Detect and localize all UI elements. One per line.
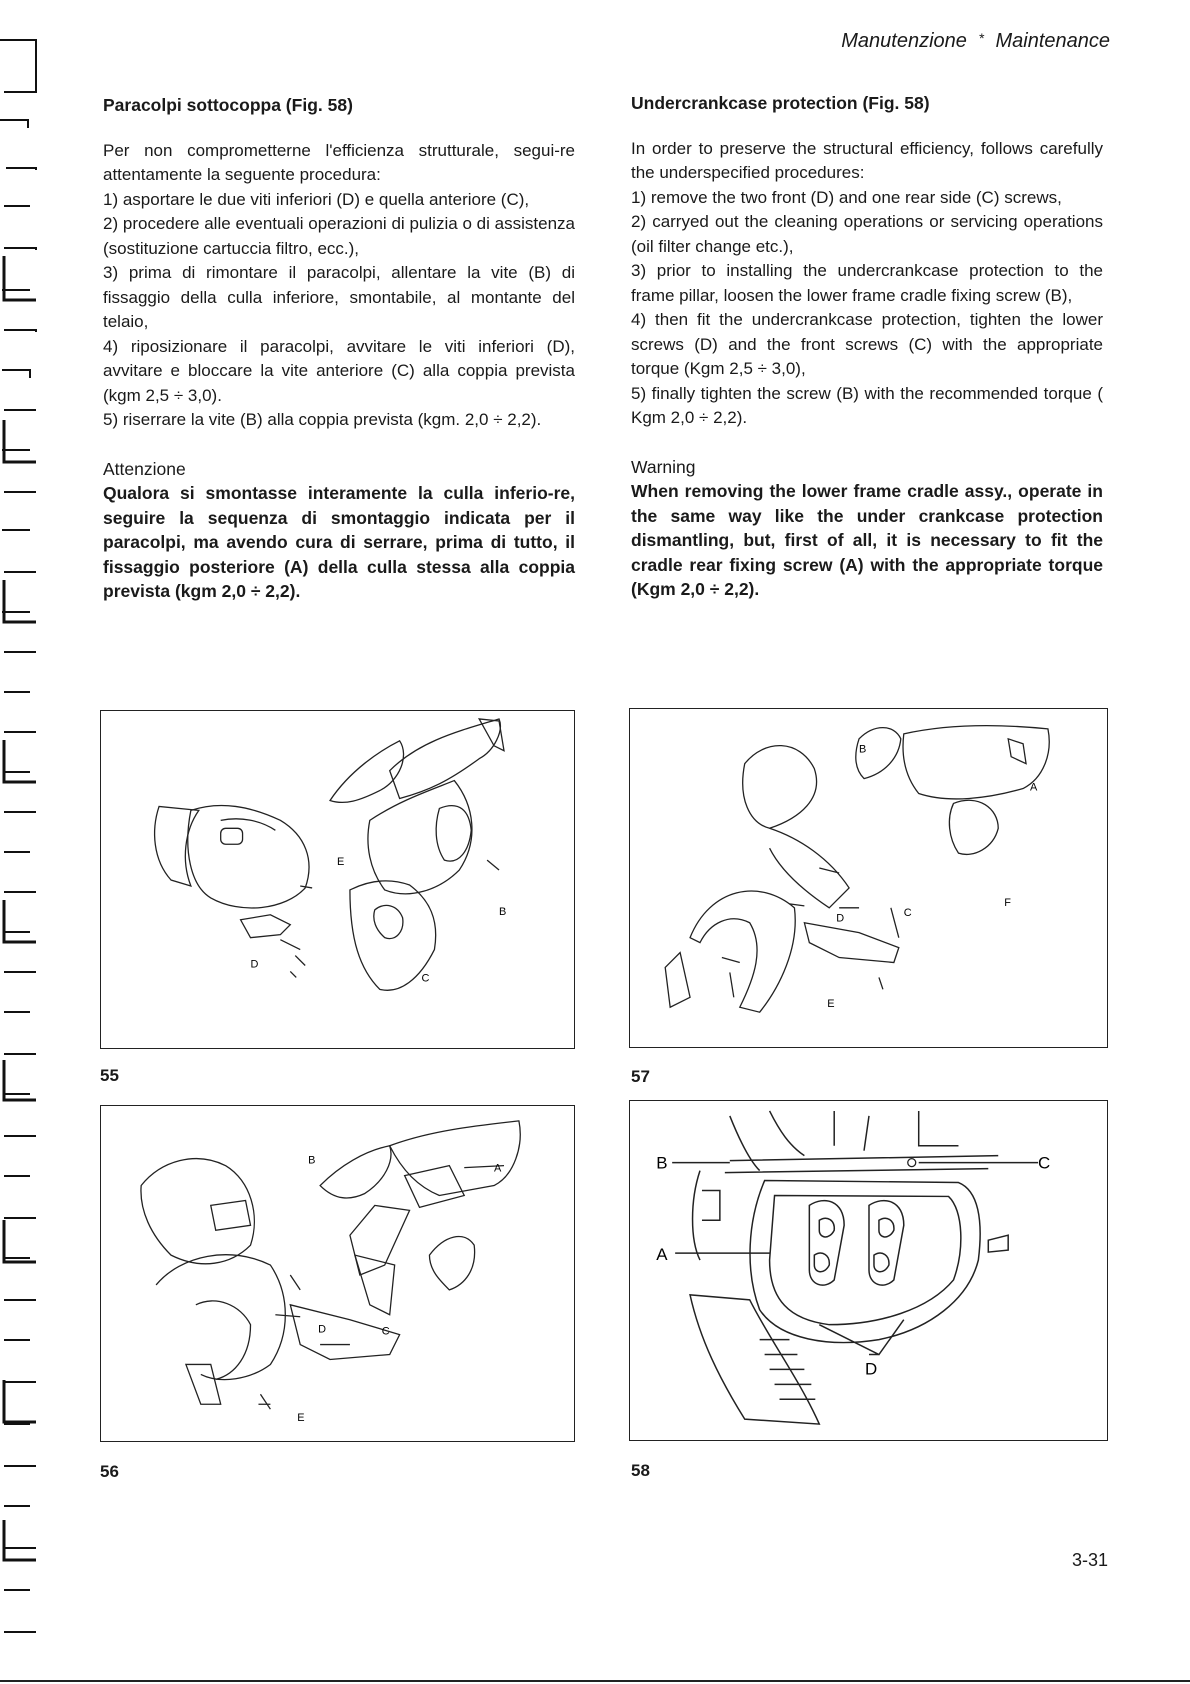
italian-column <box>103 93 575 604</box>
warning-title-english: Warning <box>631 456 696 477</box>
figure-58 <box>629 1100 1108 1441</box>
step-1: 1) remove the two front (D) and one rear side (C) screws, <box>631 187 1062 207</box>
callout-a: A <box>656 1245 668 1265</box>
figure-number-55: 55 <box>100 1066 119 1085</box>
warning-title-italian: Attenzione <box>103 458 186 479</box>
paragraph: Per non comprometterne l'efficienza strutturale, segui-re attentamente la seguente procedura: <box>103 140 575 184</box>
figure-55 <box>100 710 575 1049</box>
english-column <box>631 91 1103 602</box>
figure-56 <box>100 1105 575 1442</box>
header-separator: * <box>978 30 984 46</box>
figure-58-drawing <box>630 1101 1107 1440</box>
warning-body-italian: Qualora si smontasse interamente la culla inferio-re, seguire la sequenza di smontaggio indicata per il paracolpi, ma avendo cura di serrare, prima di tutto, il fissaggio posteriore (A) della culla stessa alla coppia prevista (kgm 2,0 ÷ 2,2). <box>103 483 575 601</box>
binding-edge-marks <box>0 0 40 1684</box>
step-4: 4) then fit the undercrankcase protection, tighten the lower screws (D) and the front screws (C) with the appropriate torque (Kgm 2,5 ÷ 3,0), <box>631 310 1103 378</box>
step-3: 3) prima di rimontare il paracolpi, allentare la vite (B) di fissaggio della culla inferiore, smontabile, al montante del telaio, <box>103 263 575 331</box>
callout-e: E <box>337 856 345 869</box>
step-3: 3) prior to installing the undercrankcase protection to the frame pillar, loosen the lower frame cradle fixing screw (B), <box>631 261 1103 305</box>
callout-a: A <box>1030 781 1038 794</box>
callout-c: C <box>1038 1153 1051 1173</box>
step-2: 2) carryed out the cleaning operations or servicing operations (oil filter change etc.), <box>631 212 1103 256</box>
callout-f: F <box>1004 896 1011 909</box>
callout-c: C <box>421 972 430 985</box>
step-5: 5) riserrare la vite (B) alla coppia prevista (kgm. 2,0 ÷ 2,2). <box>103 410 542 429</box>
callout-e: E <box>297 1412 305 1425</box>
callout-d: D <box>318 1323 327 1336</box>
header-italian: Manutenzione <box>841 30 967 52</box>
figure-number-57: 57 <box>631 1067 650 1086</box>
page-number: 3-31 <box>1071 1550 1108 1570</box>
callout-b: B <box>656 1153 668 1173</box>
callout-d: D <box>836 912 845 925</box>
callout-d: D <box>865 1359 878 1379</box>
running-header <box>841 30 1110 53</box>
callout-a: A <box>494 1162 502 1175</box>
step-2: 2) procedere alle eventuali operazioni di pulizia o di assistenza (sostituzione cartuccia filtro, ecc.), <box>103 214 575 258</box>
procedure-italian <box>103 139 575 433</box>
callout-b: B <box>308 1154 316 1167</box>
figure-number-58: 58 <box>631 1461 650 1480</box>
figure-56-drawing <box>101 1106 574 1441</box>
step-1: 1) asportare le due viti inferiori (D) e quella anteriore (C), <box>103 189 530 209</box>
header-english: Maintenance <box>995 30 1110 52</box>
callout-b: B <box>499 905 507 918</box>
warning-body-english: When removing the lower frame cradle assy., operate in the same way like the under crankcase protection dismantling, but, first of all, it is necessary to fit the cradle rear fixing screw (A) with the appropriate torque (Kgm 2,0 ÷ 2,2). <box>631 481 1103 599</box>
figure-57 <box>629 708 1108 1048</box>
bottom-rule <box>0 1680 1190 1682</box>
figure-number-56: 56 <box>100 1462 119 1481</box>
procedure-english <box>631 137 1103 431</box>
step-4: 4) riposizionare il paracolpi, avvitare le viti inferiori (D), avvitare e bloccare la vite anteriore (C) alla coppia prevista (kgm 2,5 ÷ 3,0). <box>103 336 575 405</box>
callout-d: D <box>250 958 259 971</box>
section-title-english: Undercrankcase protection (Fig. 58) <box>631 93 930 113</box>
callout-c: C <box>903 906 912 919</box>
figure-57-drawing <box>630 709 1107 1047</box>
callout-c: C <box>381 1325 390 1338</box>
figure-55-drawing <box>101 711 574 1048</box>
callout-e: E <box>827 998 835 1011</box>
callout-b: B <box>859 743 867 756</box>
paragraph: In order to preserve the structural efficiency, follows carefully the underspecified procedures: <box>631 138 1103 182</box>
step-5: 5) finally tighten the screw (B) with the recommended torque ( Kgm 2,0 ÷ 2,2). <box>631 383 1103 427</box>
section-title-italian: Paracolpi sottocoppa (Fig. 58) <box>103 95 353 115</box>
